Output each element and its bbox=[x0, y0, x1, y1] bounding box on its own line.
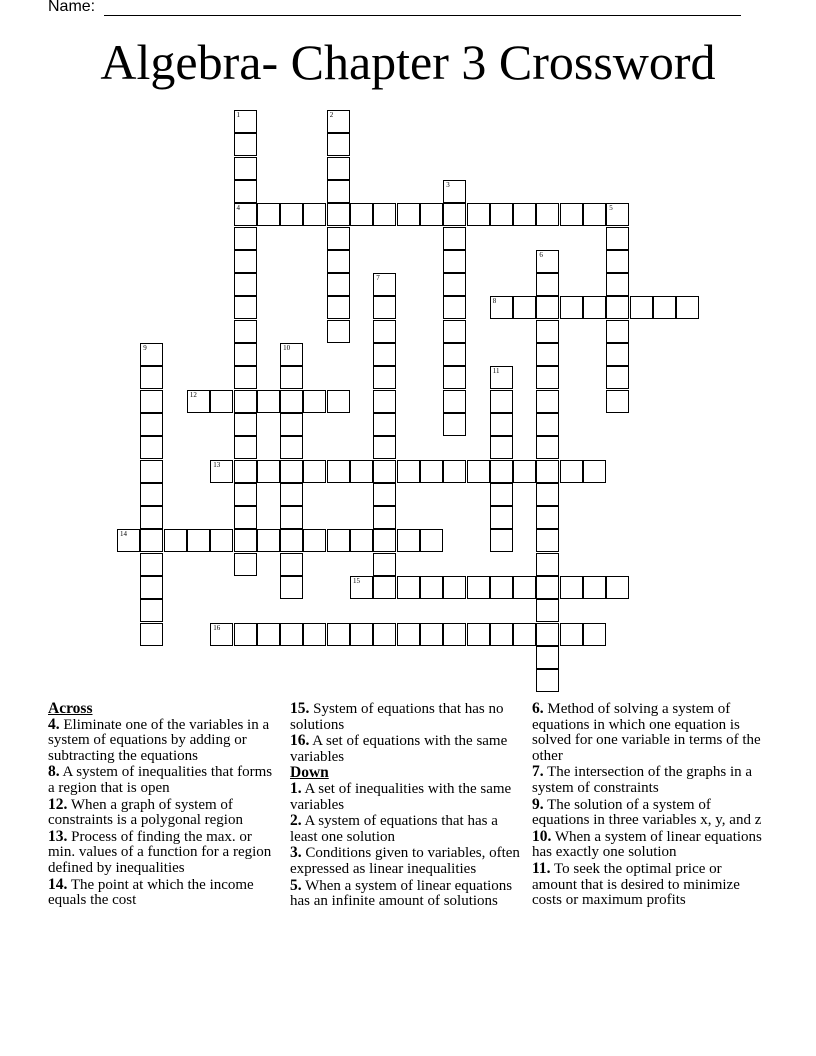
crossword-cell[interactable] bbox=[467, 203, 490, 226]
crossword-cell[interactable] bbox=[490, 460, 513, 483]
crossword-cell[interactable] bbox=[210, 623, 233, 646]
crossword-cell[interactable] bbox=[536, 529, 559, 552]
crossword-cell[interactable] bbox=[327, 180, 350, 203]
crossword-cell[interactable] bbox=[443, 320, 466, 343]
clue-text: A set of inequalities with the same variables bbox=[290, 780, 512, 813]
crossword-cell[interactable] bbox=[606, 250, 629, 273]
crossword-cell[interactable] bbox=[140, 529, 163, 552]
down-clue bbox=[290, 878, 526, 910]
crossword-cell[interactable] bbox=[280, 460, 303, 483]
clue-number: 5. bbox=[290, 876, 302, 894]
clue-text: A system of equations that has a least one solution bbox=[290, 813, 498, 845]
crossword-cell[interactable] bbox=[536, 413, 559, 436]
crossword-cell[interactable] bbox=[490, 576, 513, 599]
crossword-cell[interactable] bbox=[513, 460, 536, 483]
crossword-cell[interactable] bbox=[583, 296, 606, 319]
crossword-cell[interactable] bbox=[140, 390, 163, 413]
crossword-cell[interactable] bbox=[373, 343, 396, 366]
clue-number-label: 1 bbox=[236, 111, 240, 119]
crossword-cell[interactable] bbox=[443, 460, 466, 483]
clue-number-label: 11 bbox=[492, 367, 500, 376]
crossword-cell[interactable] bbox=[490, 296, 513, 319]
crossword-cell[interactable] bbox=[140, 623, 163, 646]
crossword-cell[interactable] bbox=[234, 157, 257, 180]
crossword-cell[interactable] bbox=[280, 436, 303, 459]
crossword-cell[interactable] bbox=[373, 436, 396, 459]
crossword-cell[interactable] bbox=[373, 273, 396, 296]
crossword-cell[interactable] bbox=[513, 576, 536, 599]
crossword-cell[interactable] bbox=[327, 250, 350, 273]
crossword-cell[interactable] bbox=[606, 203, 629, 226]
crossword-cell[interactable] bbox=[583, 576, 606, 599]
crossword-cell[interactable] bbox=[327, 529, 350, 552]
crossword-cell[interactable] bbox=[467, 576, 490, 599]
crossword-cell[interactable] bbox=[653, 296, 676, 319]
crossword-cell[interactable] bbox=[280, 203, 303, 226]
crossword-cell[interactable] bbox=[140, 576, 163, 599]
crossword-cell[interactable] bbox=[490, 390, 513, 413]
clue-number: 9. bbox=[532, 795, 544, 813]
crossword-cell[interactable] bbox=[234, 180, 257, 203]
crossword-cell[interactable] bbox=[443, 413, 466, 436]
crossword-cell[interactable] bbox=[280, 576, 303, 599]
crossword-cell[interactable] bbox=[373, 390, 396, 413]
crossword-cell[interactable] bbox=[327, 320, 350, 343]
crossword-cell[interactable] bbox=[420, 576, 443, 599]
crossword-cell[interactable] bbox=[443, 273, 466, 296]
crossword-cell[interactable] bbox=[140, 413, 163, 436]
clue-number: 14. bbox=[48, 875, 68, 893]
crossword-cell[interactable] bbox=[397, 203, 420, 226]
crossword-cell[interactable] bbox=[536, 390, 559, 413]
crossword-cell[interactable] bbox=[140, 483, 163, 506]
crossword-cell[interactable] bbox=[606, 343, 629, 366]
crossword-cell[interactable] bbox=[140, 366, 163, 389]
clue-text: The intersection of the graphs in a system of constraints bbox=[532, 764, 753, 796]
crossword-cell[interactable] bbox=[490, 506, 513, 529]
clue-text: When a system of linear equations has an infinite amount of solutions bbox=[290, 877, 513, 910]
across-clue bbox=[48, 764, 280, 796]
crossword-cell[interactable] bbox=[443, 390, 466, 413]
down-clue bbox=[532, 829, 768, 861]
crossword-cell[interactable] bbox=[187, 390, 210, 413]
crossword-cell[interactable] bbox=[536, 506, 559, 529]
crossword-cell[interactable] bbox=[560, 623, 583, 646]
crossword-cell[interactable] bbox=[536, 646, 559, 669]
clue-number-label: 10 bbox=[283, 344, 291, 352]
across-heading: Across bbox=[48, 700, 93, 717]
crossword-cell[interactable] bbox=[234, 133, 257, 156]
crossword-cell[interactable] bbox=[280, 343, 303, 366]
crossword-cell[interactable] bbox=[490, 529, 513, 552]
crossword-cell[interactable] bbox=[210, 529, 233, 552]
clue-number: 10. bbox=[532, 827, 552, 845]
crossword-cell[interactable] bbox=[536, 273, 559, 296]
crossword-cell[interactable] bbox=[490, 203, 513, 226]
crossword-cell[interactable] bbox=[350, 529, 373, 552]
crossword-cell[interactable] bbox=[490, 483, 513, 506]
crossword-cell[interactable] bbox=[373, 413, 396, 436]
crossword-cell[interactable] bbox=[234, 623, 257, 646]
clues-column-1 bbox=[48, 701, 280, 909]
clue-number: 7. bbox=[532, 763, 544, 781]
crossword-cell[interactable] bbox=[257, 623, 280, 646]
crossword-cell[interactable] bbox=[303, 529, 326, 552]
crossword-cell[interactable] bbox=[583, 623, 606, 646]
crossword-cell[interactable] bbox=[443, 203, 466, 226]
down-clue bbox=[290, 813, 526, 845]
crossword-cell[interactable] bbox=[397, 576, 420, 599]
crossword-cell[interactable] bbox=[397, 460, 420, 483]
crossword-cell[interactable] bbox=[443, 366, 466, 389]
crossword-cell[interactable] bbox=[513, 296, 536, 319]
crossword-cell[interactable] bbox=[606, 227, 629, 250]
clue-number: 12. bbox=[48, 795, 68, 813]
crossword-cell[interactable] bbox=[606, 390, 629, 413]
clue-text: To seek the optimal price or amount that is desired to minimize costs or maximum profits bbox=[532, 860, 740, 909]
clue-number: 11. bbox=[532, 859, 551, 877]
clue-text: System of equations that has no solutions bbox=[290, 701, 504, 733]
crossword-cell[interactable] bbox=[373, 460, 396, 483]
crossword-cell[interactable] bbox=[536, 553, 559, 576]
clue-number: 15. bbox=[290, 700, 310, 717]
down-clue-list-continued bbox=[532, 701, 768, 909]
clue-number-label: 9 bbox=[143, 344, 147, 352]
crossword-cell[interactable] bbox=[234, 553, 257, 576]
crossword-cell[interactable] bbox=[490, 436, 513, 459]
crossword-cell[interactable] bbox=[443, 250, 466, 273]
crossword-cell[interactable] bbox=[327, 273, 350, 296]
crossword-cell[interactable] bbox=[327, 296, 350, 319]
crossword-cell[interactable] bbox=[490, 413, 513, 436]
crossword-cell[interactable] bbox=[187, 529, 210, 552]
crossword-cell[interactable] bbox=[234, 483, 257, 506]
clue-number-label: 6 bbox=[539, 250, 543, 259]
crossword-cell[interactable] bbox=[140, 506, 163, 529]
crossword-cell[interactable] bbox=[536, 576, 559, 599]
crossword-cell[interactable] bbox=[373, 203, 396, 226]
crossword-cell[interactable] bbox=[327, 460, 350, 483]
clue-number-label: 2 bbox=[329, 111, 334, 119]
clue-text: The solution of a system of equations in three variables x, y, and z bbox=[532, 796, 762, 829]
clue-text: Eliminate one of the variables in a system of equations by adding or subtracting the equations bbox=[48, 716, 270, 764]
crossword-cell[interactable] bbox=[234, 203, 257, 226]
crossword-cell[interactable] bbox=[117, 529, 140, 552]
crossword-cell[interactable] bbox=[560, 576, 583, 599]
crossword-cell[interactable] bbox=[560, 296, 583, 319]
crossword-cell[interactable] bbox=[280, 413, 303, 436]
crossword-cell[interactable] bbox=[397, 623, 420, 646]
crossword-cell[interactable] bbox=[536, 599, 559, 622]
crossword-cell[interactable] bbox=[536, 343, 559, 366]
crossword-cell[interactable] bbox=[303, 390, 326, 413]
clue-text: The point at which the income equals the cost bbox=[48, 876, 254, 909]
crossword-cell[interactable] bbox=[373, 553, 396, 576]
crossword-cell[interactable] bbox=[443, 180, 466, 203]
crossword-cell[interactable] bbox=[373, 483, 396, 506]
down-clue bbox=[532, 797, 768, 829]
crossword-cell[interactable] bbox=[234, 460, 257, 483]
down-clue bbox=[290, 845, 526, 877]
crossword-cell[interactable] bbox=[606, 366, 629, 389]
crossword-cell[interactable] bbox=[280, 483, 303, 506]
across-clue bbox=[48, 877, 280, 909]
crossword-cell[interactable] bbox=[536, 483, 559, 506]
crossword-cell[interactable] bbox=[606, 320, 629, 343]
crossword-cell[interactable] bbox=[234, 529, 257, 552]
clue-number: 3. bbox=[290, 844, 302, 862]
crossword-cell[interactable] bbox=[536, 320, 559, 343]
across-clue bbox=[290, 701, 526, 733]
crossword-cell[interactable] bbox=[536, 296, 559, 319]
crossword-cell[interactable] bbox=[560, 203, 583, 226]
crossword-cell[interactable] bbox=[210, 390, 233, 413]
crossword-cell[interactable] bbox=[443, 343, 466, 366]
across-clue-list bbox=[48, 717, 280, 909]
clue-number: 13. bbox=[48, 827, 68, 845]
clue-number-label: 12 bbox=[189, 390, 197, 399]
clue-text: When a graph of system of constraints is a polygonal region bbox=[48, 796, 243, 829]
crossword-cell[interactable] bbox=[234, 436, 257, 459]
crossword-cell[interactable] bbox=[257, 390, 280, 413]
clue-number-label: 16 bbox=[213, 623, 221, 632]
clue-text: A set of equations with the same variables bbox=[290, 733, 508, 765]
crossword-cell[interactable] bbox=[234, 343, 257, 366]
crossword-cell[interactable] bbox=[234, 296, 257, 319]
crossword-cell[interactable] bbox=[140, 343, 163, 366]
crossword-cell[interactable] bbox=[373, 576, 396, 599]
clue-number-label: 7 bbox=[376, 274, 380, 283]
across-clue bbox=[48, 829, 280, 877]
crossword-cell[interactable] bbox=[606, 296, 629, 319]
crossword-cell[interactable] bbox=[234, 273, 257, 296]
crossword-cell[interactable] bbox=[234, 366, 257, 389]
crossword-cell[interactable] bbox=[397, 529, 420, 552]
crossword-cell[interactable] bbox=[420, 460, 443, 483]
crossword-cell[interactable] bbox=[257, 460, 280, 483]
crossword-cell[interactable] bbox=[420, 203, 443, 226]
crossword-cell[interactable] bbox=[140, 553, 163, 576]
crossword-cell[interactable] bbox=[536, 623, 559, 646]
crossword-cell[interactable] bbox=[373, 623, 396, 646]
clue-number-label: 13 bbox=[213, 460, 221, 469]
crossword-cell[interactable] bbox=[467, 623, 490, 646]
crossword-cell[interactable] bbox=[234, 413, 257, 436]
clue-number-label: 15 bbox=[353, 577, 360, 585]
crossword-cell[interactable] bbox=[513, 203, 536, 226]
crossword-cell[interactable] bbox=[443, 576, 466, 599]
crossword-cell[interactable] bbox=[164, 529, 187, 552]
clue-number: 4. bbox=[48, 715, 60, 733]
crossword-cell[interactable] bbox=[536, 436, 559, 459]
down-clue-list bbox=[290, 781, 526, 910]
crossword-cell[interactable] bbox=[606, 273, 629, 296]
crossword-cell[interactable] bbox=[420, 529, 443, 552]
down-clue bbox=[290, 781, 526, 813]
crossword-cell[interactable] bbox=[606, 576, 629, 599]
crossword-cell[interactable] bbox=[327, 227, 350, 250]
crossword-cell[interactable] bbox=[280, 553, 303, 576]
crossword-cell[interactable] bbox=[443, 227, 466, 250]
crossword-cell[interactable] bbox=[140, 460, 163, 483]
crossword-cell[interactable] bbox=[583, 460, 606, 483]
clue-text: Method of solving a system of equations in which one equation is solved for one variable in terms of the other bbox=[532, 701, 761, 764]
crossword-cell[interactable] bbox=[373, 296, 396, 319]
down-clue bbox=[532, 861, 768, 909]
crossword-cell[interactable] bbox=[234, 390, 257, 413]
clue-number: 8. bbox=[48, 763, 60, 781]
crossword-cell[interactable] bbox=[327, 157, 350, 180]
crossword-cell[interactable] bbox=[280, 506, 303, 529]
crossword-cell[interactable] bbox=[234, 110, 257, 133]
crossword-cell[interactable] bbox=[560, 460, 583, 483]
crossword-cell[interactable] bbox=[303, 623, 326, 646]
crossword-cell[interactable] bbox=[234, 320, 257, 343]
crossword-cell[interactable] bbox=[327, 390, 350, 413]
clue-number-label: 8 bbox=[492, 297, 497, 306]
crossword-cell[interactable] bbox=[513, 623, 536, 646]
crossword-cell[interactable] bbox=[140, 436, 163, 459]
crossword-cell[interactable] bbox=[676, 296, 699, 319]
down-clue bbox=[532, 701, 768, 764]
crossword-cell[interactable] bbox=[490, 623, 513, 646]
crossword-cell[interactable] bbox=[467, 460, 490, 483]
crossword-cell[interactable] bbox=[350, 576, 373, 599]
name-label: Name: bbox=[48, 0, 96, 15]
crossword-cell[interactable] bbox=[536, 203, 559, 226]
crossword-cell[interactable] bbox=[234, 227, 257, 250]
crossword-cell[interactable] bbox=[350, 623, 373, 646]
clue-text: When a system of linear equations has exactly one solution bbox=[532, 828, 762, 861]
crossword-cell[interactable] bbox=[536, 460, 559, 483]
crossword-cell[interactable] bbox=[280, 623, 303, 646]
crossword-cell[interactable] bbox=[373, 529, 396, 552]
clue-number-label: 3 bbox=[446, 180, 450, 189]
clue-number-label: 14 bbox=[120, 530, 127, 539]
crossword-cell[interactable] bbox=[303, 460, 326, 483]
crossword-cell[interactable] bbox=[327, 203, 350, 226]
crossword-cell[interactable] bbox=[443, 623, 466, 646]
crossword-cell[interactable] bbox=[350, 460, 373, 483]
clue-text: Conditions given to variables, often expressed as linear inequalities bbox=[290, 845, 520, 877]
crossword-cell[interactable] bbox=[350, 203, 373, 226]
clue-text: A system of inequalities that forms a region that is open bbox=[48, 764, 273, 796]
clues-column-3 bbox=[532, 701, 768, 909]
crossword-cell[interactable] bbox=[303, 203, 326, 226]
clue-number: 1. bbox=[290, 779, 302, 797]
clue-number-label: 4 bbox=[236, 204, 240, 213]
crossword-cell[interactable] bbox=[140, 599, 163, 622]
crossword-cell[interactable] bbox=[257, 529, 280, 552]
across-clue bbox=[48, 717, 280, 765]
crossword-cell[interactable] bbox=[327, 133, 350, 156]
crossword-cell[interactable] bbox=[443, 296, 466, 319]
crossword-cell[interactable] bbox=[373, 320, 396, 343]
crossword-cell[interactable] bbox=[536, 250, 559, 273]
across-clue bbox=[290, 733, 526, 765]
crossword-cell[interactable] bbox=[373, 506, 396, 529]
crossword-cell[interactable] bbox=[280, 366, 303, 389]
clue-number: 6. bbox=[532, 700, 544, 717]
crossword-cell[interactable] bbox=[583, 203, 606, 226]
clues-column-2 bbox=[290, 701, 526, 910]
crossword-cell[interactable] bbox=[536, 669, 559, 692]
clue-number: 16. bbox=[290, 732, 310, 750]
down-clue bbox=[532, 764, 768, 796]
crossword-cell[interactable] bbox=[210, 460, 233, 483]
crossword-cell[interactable] bbox=[280, 390, 303, 413]
puzzle-title: Algebra- Chapter 3 Crossword bbox=[100, 34, 716, 90]
crossword-cell[interactable] bbox=[327, 623, 350, 646]
crossword-cell[interactable] bbox=[234, 250, 257, 273]
clue-text: Process of finding the max. or min. values of a function for a region defined by inequalities bbox=[48, 828, 272, 876]
crossword-cell[interactable] bbox=[420, 623, 443, 646]
crossword-cell[interactable] bbox=[490, 366, 513, 389]
clue-number: 2. bbox=[290, 812, 302, 830]
crossword-cell[interactable] bbox=[234, 506, 257, 529]
crossword-cell[interactable] bbox=[630, 296, 653, 319]
clue-number-label: 5 bbox=[609, 204, 613, 213]
crossword-cell[interactable] bbox=[280, 529, 303, 552]
crossword-cell[interactable] bbox=[373, 366, 396, 389]
crossword-cell[interactable] bbox=[327, 110, 350, 133]
across-clue bbox=[48, 797, 280, 829]
down-heading: Down bbox=[290, 764, 329, 782]
crossword-cell[interactable] bbox=[257, 203, 280, 226]
across-clue-list-continued bbox=[290, 701, 526, 765]
crossword-cell[interactable] bbox=[536, 366, 559, 389]
